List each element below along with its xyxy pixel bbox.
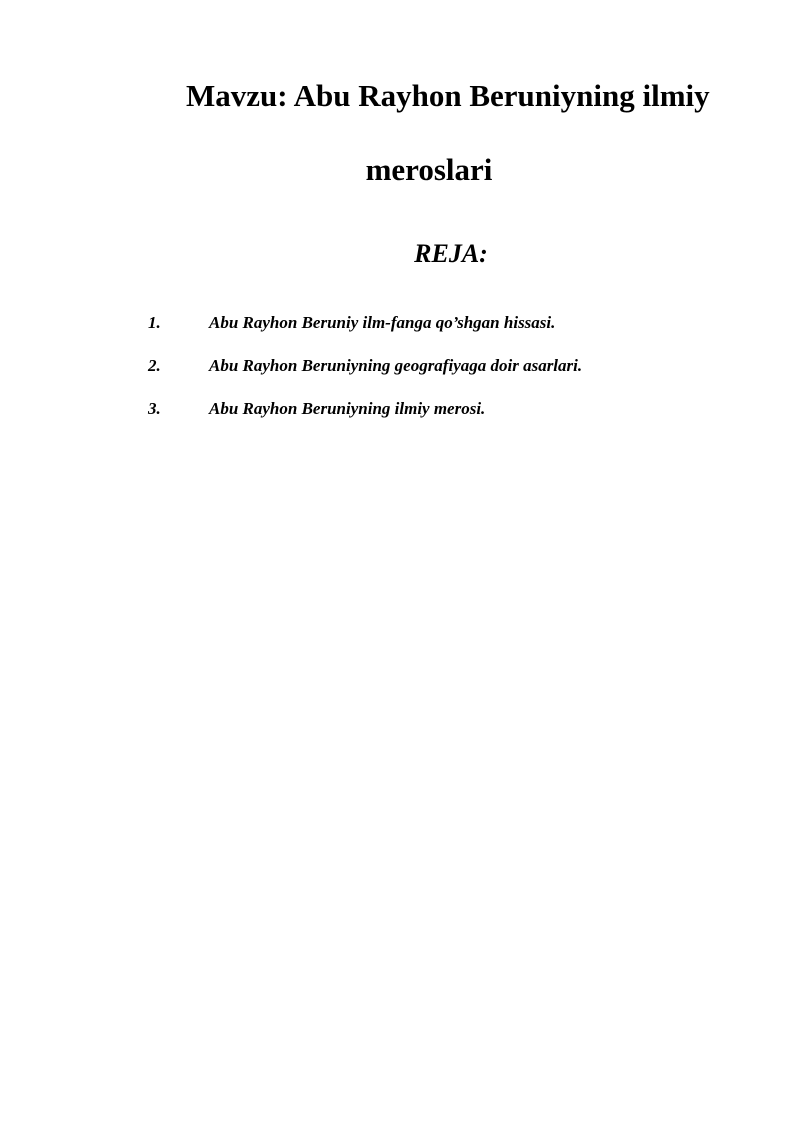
plan-item-text: Abu Rayhon Beruniy ilm-fanga qo’shgan hissasi. [209,313,556,332]
document-title-line-2: meroslari [365,152,493,187]
plan-item [148,399,582,442]
plan-list [148,313,582,442]
plan-heading: REJA: [414,239,488,268]
plan-item-number: 3. [148,399,161,418]
plan-item-number: 1. [148,313,161,332]
plan-item [148,313,582,356]
plan-item-number: 2. [148,356,161,375]
document-title-line-1: Mavzu: Abu Rayhon Beruniyning ilmiy [186,78,710,113]
plan-item-text: Abu Rayhon Beruniyning ilmiy merosi. [209,399,486,418]
plan-item [148,356,582,399]
plan-item-text: Abu Rayhon Beruniyning geografiyaga doir asarlari. [209,356,583,375]
